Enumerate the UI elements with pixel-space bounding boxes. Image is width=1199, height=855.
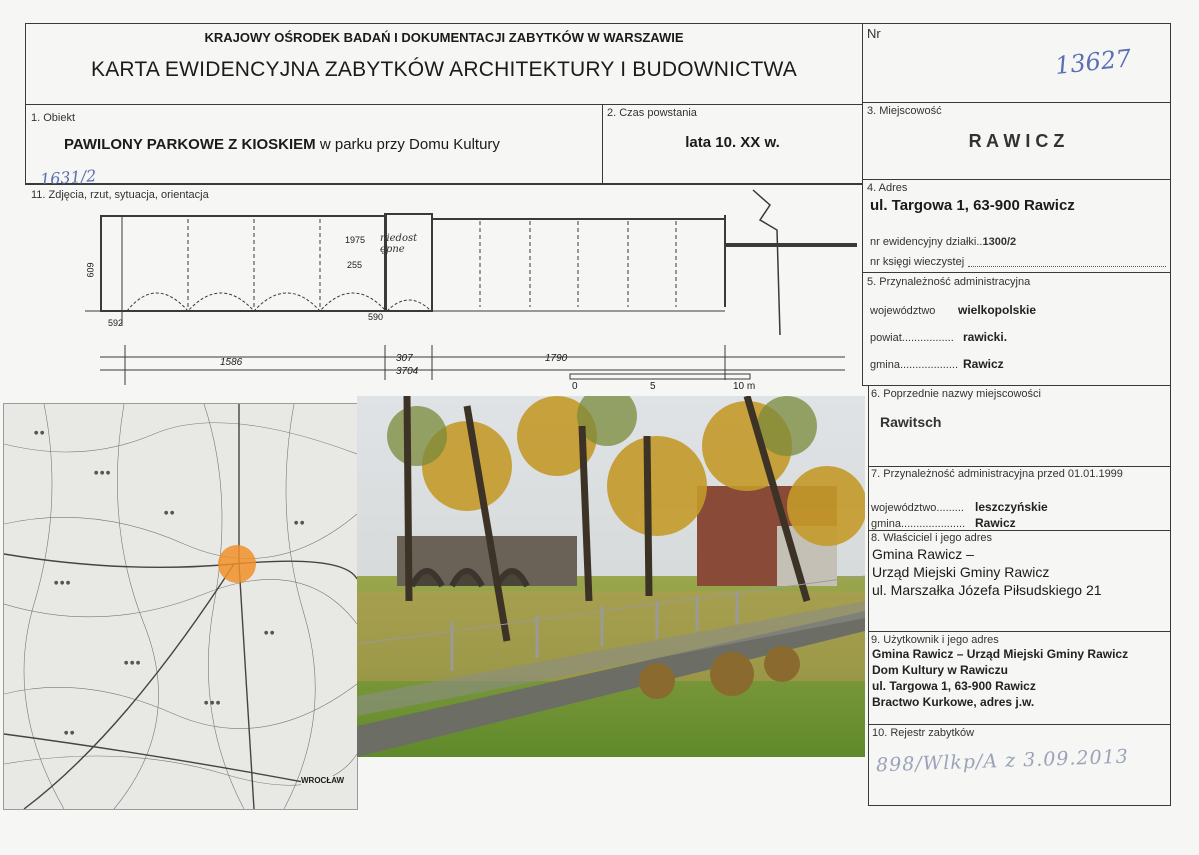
obiekt-label: 1. Obiekt	[31, 112, 76, 124]
scale-10: 10 m	[733, 381, 756, 392]
dim-h1: 255	[347, 260, 363, 270]
rejestr-label: 10. Rejestr zabytków	[872, 727, 975, 739]
svg-text:● ●: ● ●	[164, 510, 175, 516]
dim-mid: 307	[396, 353, 413, 364]
uzytkownik-label: 9. Użytkownik i jego adres	[871, 634, 999, 646]
dim-height: 609	[85, 262, 96, 278]
poprzednie-value: Rawitsch	[880, 414, 942, 430]
rejestr-value: 898/Wlkp/A z 3.09.2013	[875, 745, 1130, 777]
uzytkownik-line-4: Bractwo Kurkowe, adres j.w.	[872, 695, 1035, 709]
obiekt-value	[64, 136, 500, 153]
svg-text:● ●: ● ●	[64, 730, 75, 736]
plan-kiosk	[385, 214, 432, 311]
park-photo	[357, 396, 865, 757]
dim-total: 3704	[396, 366, 419, 377]
obiekt-name-rest: w parku przy Domu Kultury	[315, 136, 500, 153]
poprzednie-label: 6. Poprzednie nazwy miejscowości	[871, 388, 1041, 400]
institution-name: KRAJOWY OŚRODEK BADAŃ I DOKUMENTACJI ZABYTKÓW W WARSZAWIE	[204, 30, 684, 45]
plan-note: niedostępne	[380, 233, 418, 255]
adres-value: ul. Targowa 1, 63-900 Rawicz	[870, 197, 1075, 214]
map-city-label: WROCŁAW	[301, 776, 345, 785]
przed1999-woj-label: województwo.........	[871, 502, 964, 514]
miejscowosc-label: 3. Miejscowość	[867, 105, 942, 117]
gmina-label: gmina...................	[870, 359, 959, 371]
wlasciciel-line-3: ul. Marszałka Józefa Piłsudskiego 21	[872, 582, 1102, 598]
nr-value: 13627	[1053, 44, 1133, 80]
dzialka-label-text: nr ewidencyjny działki..	[870, 236, 983, 248]
powiat-value: rawicki.	[963, 330, 1008, 344]
dim-right: 1790	[545, 353, 568, 364]
svg-text:● ● ●: ● ● ●	[204, 700, 221, 706]
floor-plan-drawing	[25, 185, 865, 395]
uzytkownik-line-1: Gmina Rawicz – Urząd Miejski Gminy Rawicz	[872, 647, 1129, 661]
svg-text:● ●: ● ●	[294, 520, 305, 526]
obiekt-name-bold: PAWILONY PARKOWE Z KIOSKIEM	[64, 136, 316, 153]
gmina-value: Rawicz	[963, 357, 1004, 371]
przed1999-label: 7. Przynależność administracyjna przed 01.01.1999	[871, 468, 1123, 480]
uzytkownik-line-3: ul. Targowa 1, 63-900 Rawicz	[872, 679, 1036, 693]
rysunek-label: 11. Zdjęcia, rzut, sytuacja, orientacja	[31, 189, 209, 201]
dzialka-value: 1300/2	[982, 236, 1017, 248]
woj-value: wielkopolskie	[958, 303, 1037, 317]
obiekt-hand-note: 1631/2	[39, 166, 97, 189]
dim-h4: 592	[108, 318, 124, 328]
przynaleznosc-label: 5. Przynależność administracyjna	[867, 276, 1031, 288]
dim-left: 1586	[220, 357, 243, 368]
uzytkownik-line-2: Dom Kultury w Rawiczu	[872, 663, 1009, 677]
ksiega-label: nr księgi wieczystej	[870, 256, 965, 268]
powiat-label: powiat.................	[870, 332, 954, 344]
svg-text:● ● ●: ● ● ●	[94, 470, 111, 476]
dim-h2: 1975	[345, 235, 366, 245]
card-title: KARTA EWIDENCYJNA ZABYTKÓW ARCHITEKTURY I BUDOWNICTWA	[90, 58, 797, 81]
dzialka-label	[870, 236, 1016, 248]
czas-value: lata 10. XX w.	[685, 134, 780, 151]
location-map	[3, 403, 358, 810]
woj-label: województwo	[870, 305, 936, 317]
ksiega-dots	[968, 266, 1166, 267]
miejscowosc-value: R A W I C Z	[968, 131, 1065, 151]
scale-5: 5	[650, 381, 656, 392]
svg-text:● ●: ● ●	[34, 430, 45, 436]
czas-label: 2. Czas powstania	[607, 107, 697, 119]
przed1999-gmina-value: Rawicz	[975, 516, 1016, 530]
przed1999-gmina-label: gmina.....................	[871, 518, 966, 530]
wlasciciel-label: 8. Właściciel i jego adres	[871, 532, 993, 544]
nr-label: Nr	[867, 26, 881, 41]
svg-text:● ●: ● ●	[264, 630, 275, 636]
dim-h3: 590	[368, 312, 384, 322]
north-arrow-icon	[753, 190, 780, 335]
svg-text:● ● ●: ● ● ●	[54, 580, 71, 586]
svg-text:● ● ●: ● ● ●	[124, 660, 141, 666]
map-graphic	[4, 404, 357, 809]
photo-graphic	[357, 396, 865, 757]
wlasciciel-line-1: Gmina Rawicz –	[872, 546, 974, 562]
adres-label: 4. Adres	[867, 182, 908, 194]
location-marker-icon	[218, 545, 256, 583]
przed1999-woj-value: leszczyńskie	[975, 500, 1048, 514]
scale-bar	[570, 374, 750, 379]
wlasciciel-line-2: Urząd Miejski Gminy Rawicz	[872, 564, 1050, 580]
scale-0: 0	[572, 381, 578, 392]
